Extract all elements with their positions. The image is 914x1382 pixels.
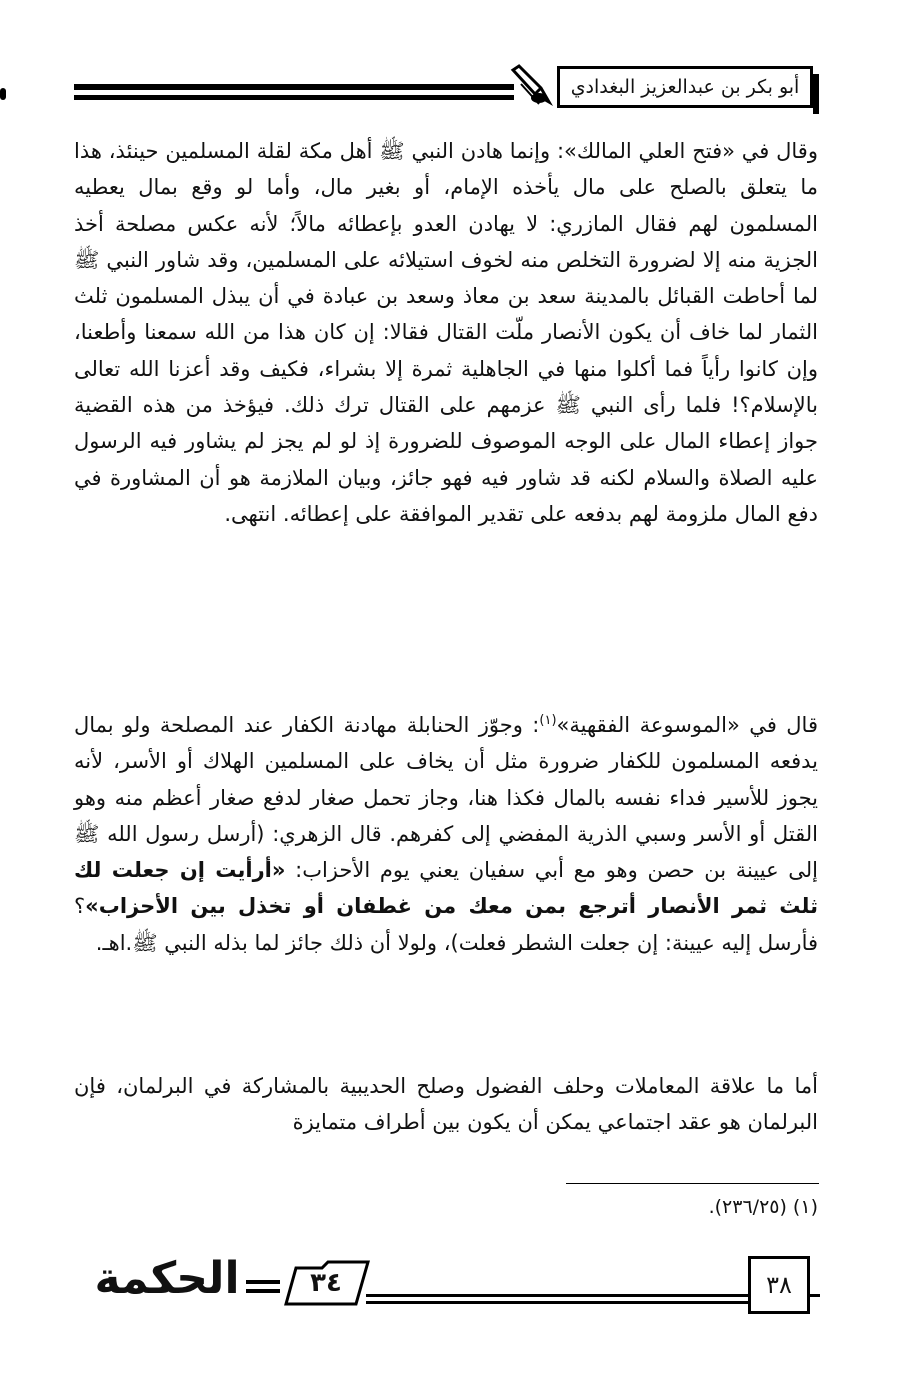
magazine-name: الحكمة — [94, 1252, 240, 1304]
hadith-quote: «أرأيت إن جعلت لك ثلث ثمر الأنصار أترجع بمن معك من غطفان أو تخذل بين الأحزاب» — [74, 858, 818, 919]
footer-rule-bottom — [366, 1301, 748, 1304]
footnote-separator — [566, 1183, 819, 1184]
page-number-box — [748, 1256, 810, 1314]
footer-equals-top — [246, 1280, 280, 1284]
header-dot — [0, 88, 6, 100]
issue-number: ٣٤ — [310, 1268, 342, 1298]
paragraph-2 — [74, 703, 818, 961]
issue-number-box — [286, 1262, 366, 1304]
paragraph-2-main: : وجوّز الحنابلة مهادنة الكفار عند المصلحة ولو بمال يدفعه المسلمون للكفار ضرورة مثل أن يخاف على المسلمين الهلاك أو الأسر، لأنه يجوز للأسير فداء نفسه بالمال فكذا هنا، وجاز تحمل صغار لدفع صغار أعظم منه وهو القتل أو الأسر وسبي الذرية المفضي إلى كفرهم. قال الزهري: (أرسل رسول الله ﷺ إلى عيينة بن حصن وهو مع أبي سفيان يعني يوم الأحزاب: — [74, 713, 819, 883]
paragraph-3 — [74, 1068, 818, 1141]
author-header — [557, 66, 813, 108]
page-number: ٣٨ — [766, 1271, 792, 1299]
paragraph-1 — [74, 133, 818, 532]
paragraph-2-text — [74, 703, 818, 961]
footer-rule-top — [366, 1294, 748, 1297]
paragraph-2-lead: قال في «الموسوعة الفقهية» — [556, 713, 818, 737]
footnote: (١) (٢٣٦/٢٥). — [708, 1196, 818, 1218]
header-rule-top — [74, 84, 514, 90]
author-name: أبو بكر بن عبدالعزيز البغدادي — [570, 76, 800, 98]
header-rule-bottom — [74, 95, 514, 100]
pen-icon — [509, 64, 555, 108]
footnote-ref: (١) — [539, 713, 557, 728]
paragraph-2-tail: ؟ فأرسل إليه عيينة: إن جعلت الشطر فعلت)، ولولا أن ذلك جائز لما بذله النبي ﷺ.اهـ. — [74, 894, 818, 955]
footer-equals-bottom — [246, 1289, 280, 1293]
paragraph-1-text: وقال في «فتح العلي المالك»: وإنما هادن النبي ﷺ أهل مكة لقلة المسلمين حينئذ، هذا ما يتعلق بالصلح على مال يأخذه الإمام، أو بغير مال، وأما لو وقع بمال يعطيه المسلمون لهم فقال المازري: لا يهادن العدو بإعطائه مالاً؛ لأنه عكس مصلحة أخذ الجزية منه إلا لضرورة التخلص منه لخوف استيلائه على المسلمين، وقد شاور النبي ﷺ لما أحاطت القبائل بالمدينة سعد بن معاذ وسعد بن عبادة في أن يبذل المسلمون ثلث الثمار لما خاف أن يكون الأنصار ملّت القتال فقالا: إن كان هذا من الله سمعنا وأطعنا، وإن كانوا رأياً فما أكلوا منها في الجاهلية ثمرة إلا بشراء، فكيف وقد أعزنا الله تعالى بالإسلام؟! فلما رأى النبي ﷺ عزمهم على القتال ترك ذلك. فيؤخذ من هذه القضية جواز إعطاء المال على الوجه الموصوف للضرورة إذ لو لم يجز لم يشاور فيه الرسول عليه الصلاة والسلام لكنه قد شاور فيه فهو جائز، وبيان الملازمة هو أن المشاورة في دفع المال ملزومة لهم بدفعه على تقدير الموافقة على إعطائه. انتهى. — [74, 139, 818, 526]
paragraph-3-text: أما ما علاقة المعاملات وحلف الفضول وصلح الحديبية بالمشاركة في البرلمان، فإن البرلمان هو عقد اجتماعي يمكن أن يكون بين أطراف متمايزة — [74, 1074, 818, 1135]
magazine-logo — [92, 1248, 242, 1308]
footer-rule-right — [810, 1294, 820, 1297]
